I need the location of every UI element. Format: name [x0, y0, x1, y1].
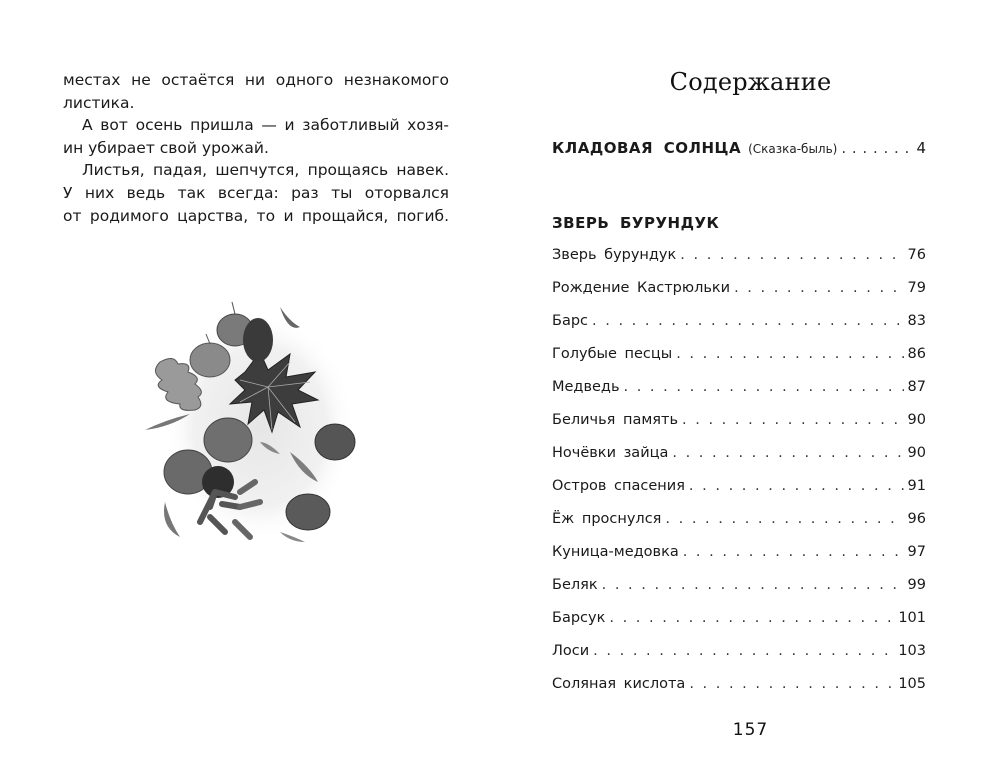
toc-entry[interactable] [552, 676, 926, 709]
toc-entry[interactable] [552, 280, 926, 313]
toc-entry-title: Ёж проснулся [552, 511, 662, 527]
dot-leader [734, 280, 903, 296]
text-line: Листья, падая, шепчутся, прощаясь навек. [82, 161, 449, 180]
paragraph [63, 69, 449, 114]
left-page [0, 0, 500, 770]
toc-entry-page: 97 [907, 544, 926, 560]
toc-entry-title: Медведь [552, 379, 620, 395]
toc-entry-subtitle: (Сказка-быль) [748, 142, 838, 156]
toc-entry[interactable] [552, 247, 926, 280]
page-number: 157 [732, 720, 769, 740]
toc-entry-title: Ночёвки зайца [552, 445, 669, 461]
toc-entry-title: КЛАДОВАЯ СОЛНЦА [552, 139, 742, 157]
dot-leader [841, 139, 912, 157]
toc-entry-page: 90 [907, 445, 926, 461]
toc-entry[interactable] [552, 478, 926, 511]
toc-entry[interactable] [552, 379, 926, 412]
toc-entry-main[interactable] [552, 139, 926, 157]
toc-title: Содержание [669, 68, 832, 96]
text-line: ин убирает свой урожай. [63, 138, 269, 157]
toc-entry[interactable] [552, 412, 926, 445]
text-line: А вот осень пришла — и заботливый хозя- [82, 116, 449, 135]
toc-entry[interactable] [552, 544, 926, 577]
toc-entry[interactable] [552, 643, 926, 676]
toc-entry-page: 101 [898, 610, 926, 626]
toc-entry[interactable] [552, 610, 926, 643]
dot-leader [680, 247, 903, 263]
dot-leader [672, 445, 903, 461]
text-line: У них ведь так всегда: раз ты оторвался [63, 183, 449, 202]
toc-entry-title: Куница-медовка [552, 544, 679, 560]
toc-entry-title: Лоси [552, 643, 590, 659]
dot-leader [676, 346, 903, 362]
toc-entry-title: Беляк [552, 577, 598, 593]
toc-entry[interactable] [552, 577, 926, 610]
toc-entry[interactable] [552, 511, 926, 544]
dot-leader [682, 412, 904, 428]
dot-leader [689, 676, 894, 692]
toc-entry-page: 87 [907, 379, 926, 395]
toc-entry-page: 79 [907, 280, 926, 296]
right-page [500, 0, 1001, 770]
toc-list [552, 247, 926, 709]
text-line: листика. [63, 93, 135, 112]
toc-entry-page: 96 [907, 511, 926, 527]
paragraph [63, 114, 449, 159]
dot-leader [593, 643, 894, 659]
toc-entry-title: Беличья память [552, 412, 679, 428]
toc-entry[interactable] [552, 313, 926, 346]
toc-entry-page: 76 [907, 247, 926, 263]
body-text [63, 69, 449, 227]
toc-entry-page: 4 [916, 139, 926, 157]
toc-entry-title: Барсук [552, 610, 606, 626]
dot-leader [683, 544, 904, 560]
toc-entry-page: 99 [907, 577, 926, 593]
dot-leader [609, 610, 894, 626]
dot-leader [689, 478, 904, 494]
text-line: от родимого царства, то и прощайся, погиб. [63, 206, 449, 225]
text-line: местах не остаётся ни одного незнакомого [63, 71, 449, 89]
toc-entry[interactable] [552, 346, 926, 379]
toc-entry-page: 105 [898, 676, 926, 692]
toc-entry-title: Остров спасения [552, 478, 685, 494]
toc-entry-title: Барс [552, 313, 589, 329]
paragraph [63, 159, 449, 227]
toc-entry-page: 91 [907, 478, 926, 494]
toc-entry[interactable] [552, 445, 926, 478]
toc-entry-page: 86 [907, 346, 926, 362]
autumn-leaves-illustration [140, 292, 370, 550]
dot-leader [624, 379, 904, 395]
toc-entry-title: Соляная кислота [552, 676, 686, 692]
dot-leader [592, 313, 904, 329]
toc-entry-page: 83 [907, 313, 926, 329]
toc-entry-title: Рождение Кастрюльки [552, 280, 731, 296]
dot-leader [665, 511, 903, 527]
toc-entry-page: 103 [898, 643, 926, 659]
toc-entry-title: Голубые песцы [552, 346, 673, 362]
toc-entry-page: 90 [907, 412, 926, 428]
toc-entry-title: Зверь бурундук [552, 247, 677, 263]
toc-section-heading: ЗВЕРЬ БУРУНДУК [552, 214, 720, 232]
dot-leader [602, 577, 904, 593]
